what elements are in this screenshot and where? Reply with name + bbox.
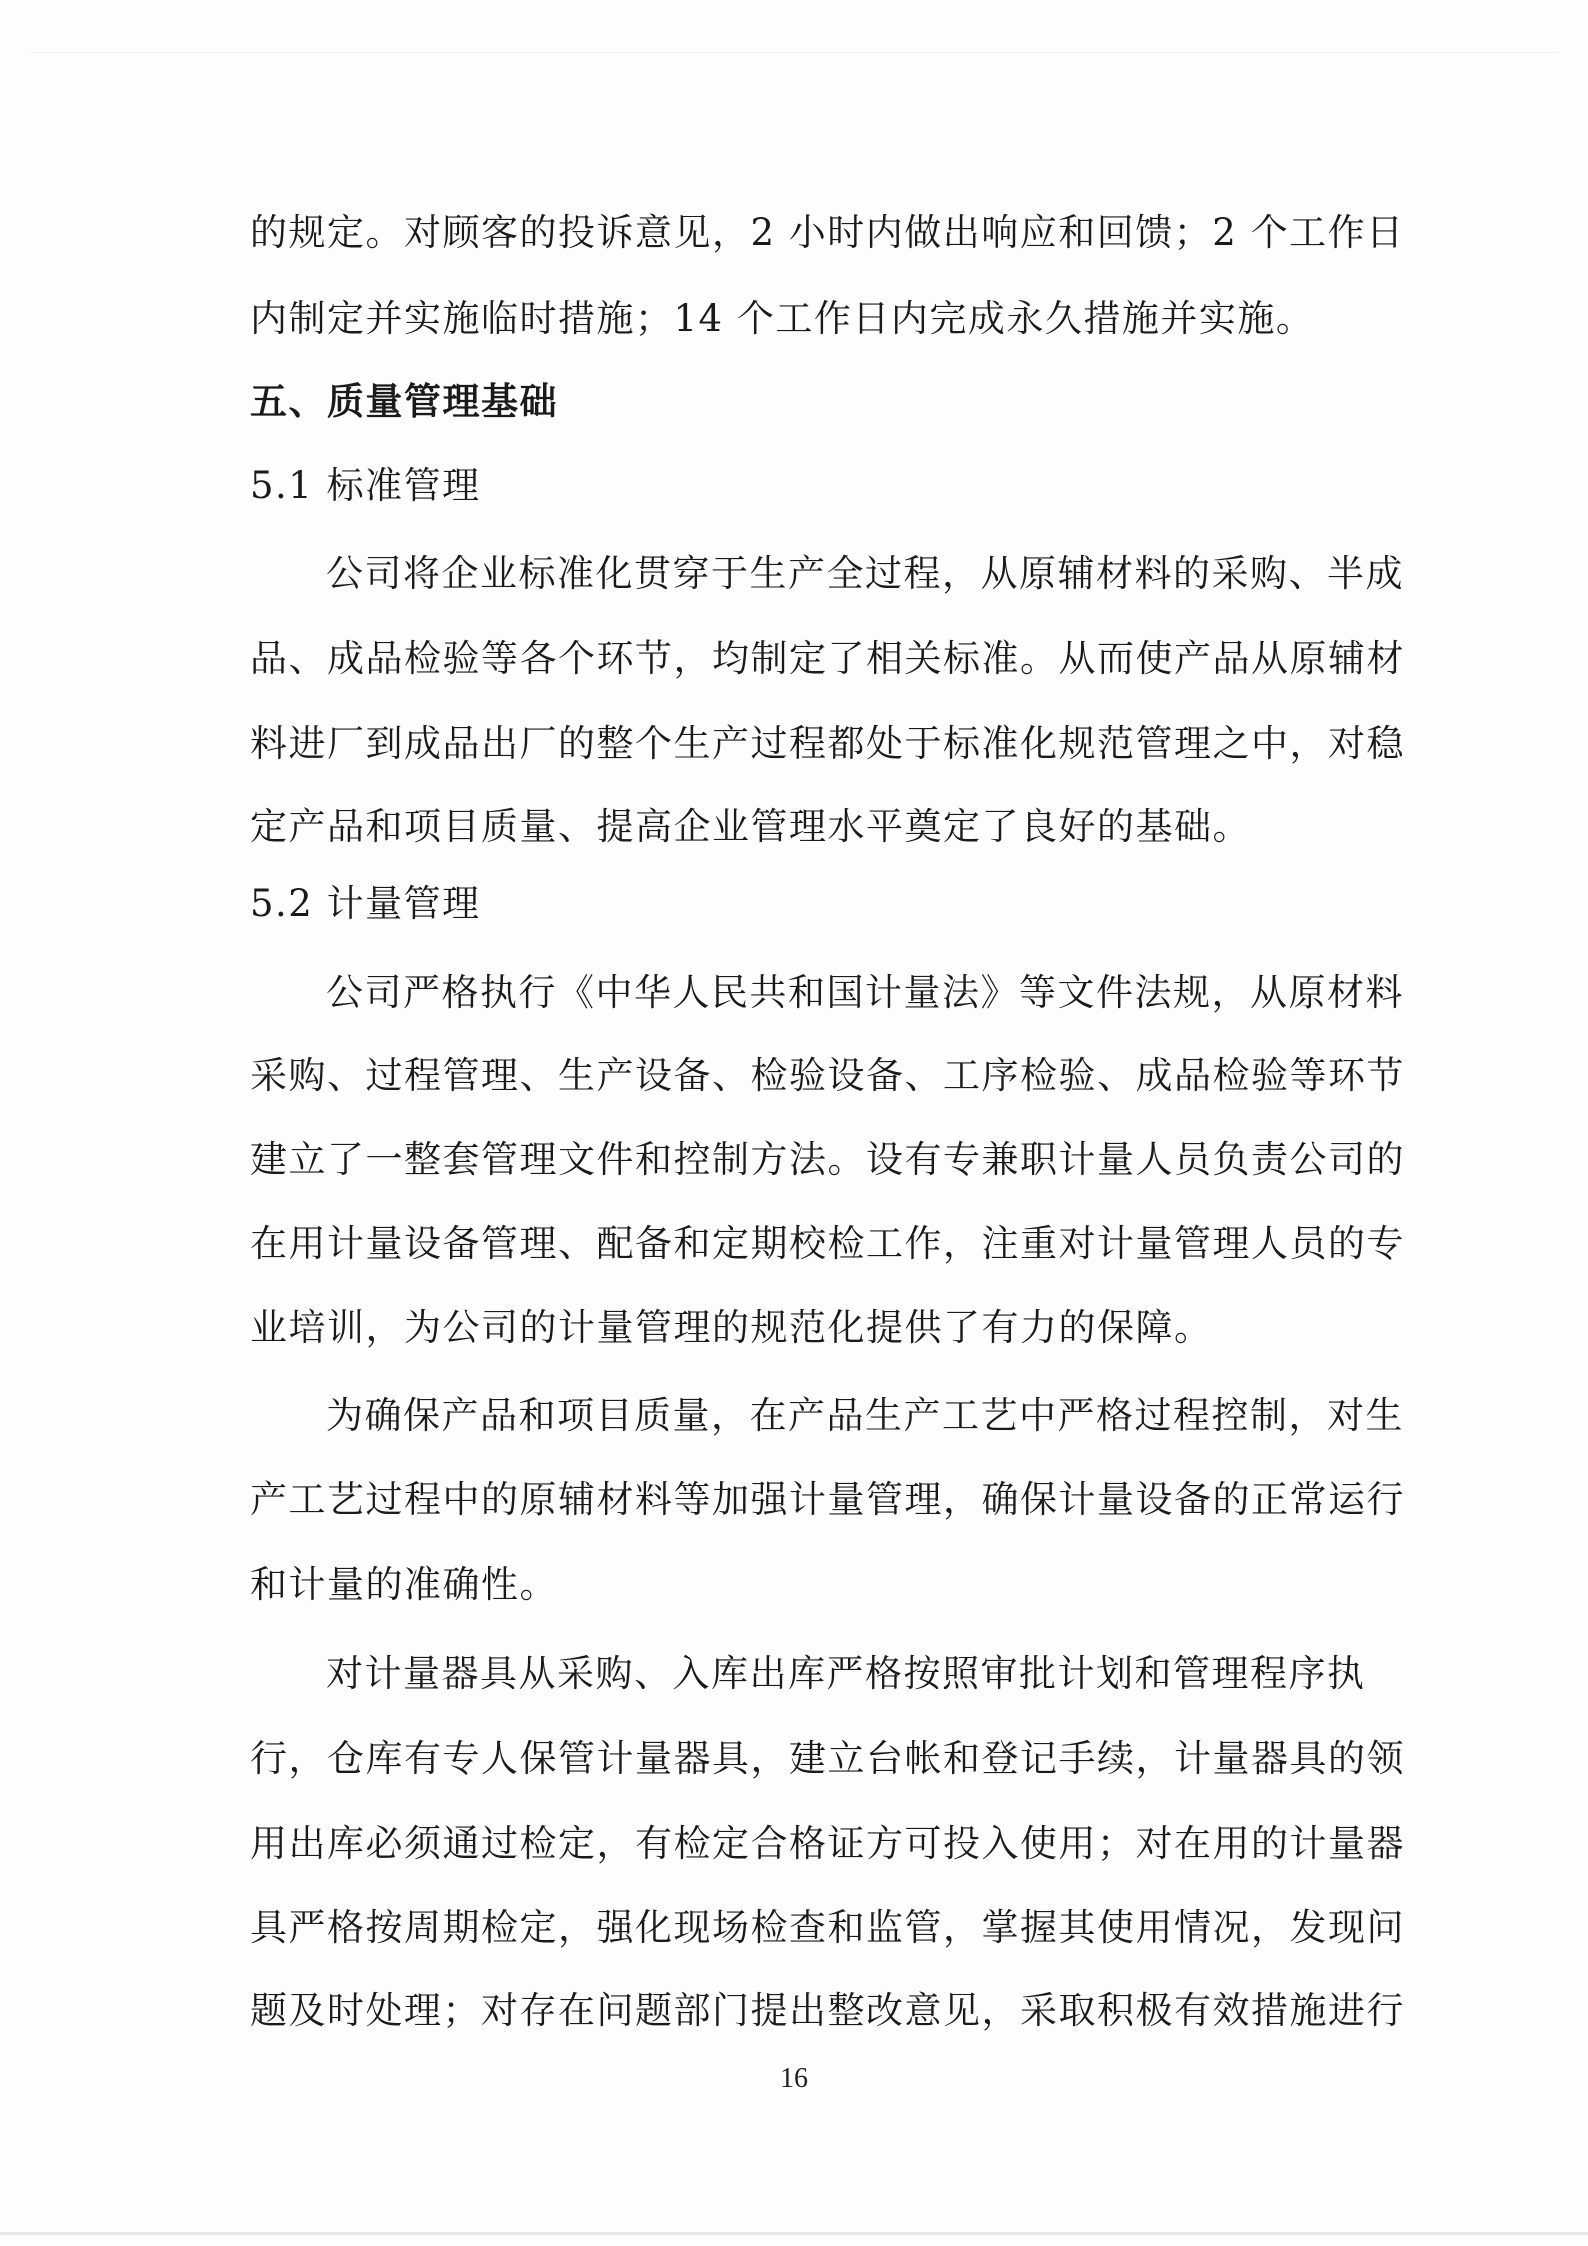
subsection-title-5-1: 5.1 标准管理 bbox=[250, 464, 481, 507]
section-heading: 五、质量管理基础 bbox=[250, 380, 558, 423]
body-line: 用出库必须通过检定，有检定合格证方可投入使用；对在用的计量器 bbox=[250, 1822, 1405, 1865]
body-line: 公司将企业标准化贯穿于生产全过程，从原辅材料的采购、半成 bbox=[326, 552, 1404, 595]
scan-edge-top bbox=[30, 52, 1558, 53]
body-line: 公司严格执行《中华人民共和国计量法》等文件法规，从原材料 bbox=[326, 971, 1404, 1014]
body-line: 品、成品检验等各个环节，均制定了相关标准。从而使产品从原辅材 bbox=[250, 637, 1405, 680]
body-line: 的规定。对顾客的投诉意见，2 小时内做出响应和回馈；2 个工作日 bbox=[250, 211, 1405, 254]
body-line: 题及时处理；对存在问题部门提出整改意见，采取积极有效措施进行 bbox=[250, 1989, 1405, 2032]
body-line: 采购、过程管理、生产设备、检验设备、工序检验、成品检验等环节 bbox=[250, 1054, 1405, 1097]
body-line: 产工艺过程中的原辅材料等加强计量管理，确保计量设备的正常运行 bbox=[250, 1478, 1405, 1521]
body-line: 具严格按周期检定，强化现场检查和监管，掌握其使用情况，发现问 bbox=[250, 1906, 1405, 1949]
body-line: 业培训，为公司的计量管理的规范化提供了有力的保障。 bbox=[250, 1306, 1213, 1349]
body-line: 和计量的准确性。 bbox=[250, 1563, 558, 1606]
body-line: 内制定并实施临时措施；14 个工作日内完成永久措施并实施。 bbox=[250, 297, 1315, 340]
body-line: 料进厂到成品出厂的整个生产过程都处于标准化规范管理之中，对稳 bbox=[250, 722, 1405, 765]
body-line: 为确保产品和项目质量，在产品生产工艺中严格过程控制，对生 bbox=[326, 1394, 1404, 1437]
body-line: 建立了一整套管理文件和控制方法。设有专兼职计量人员负责公司的 bbox=[250, 1138, 1405, 1181]
body-line: 在用计量设备管理、配备和定期校检工作，注重对计量管理人员的专 bbox=[250, 1222, 1405, 1265]
scan-edge-bottom bbox=[0, 2232, 1588, 2235]
subsection-title-5-2: 5.2 计量管理 bbox=[250, 882, 481, 925]
body-line: 行，仓库有专人保管计量器具，建立台帐和登记手续，计量器具的领 bbox=[250, 1737, 1405, 1780]
body-line: 定产品和项目质量、提高企业管理水平奠定了良好的基础。 bbox=[250, 805, 1251, 848]
body-line: 对计量器具从采购、入库出库严格按照审批计划和管理程序执 bbox=[326, 1652, 1366, 1695]
page-number: 16 bbox=[780, 2063, 808, 2094]
